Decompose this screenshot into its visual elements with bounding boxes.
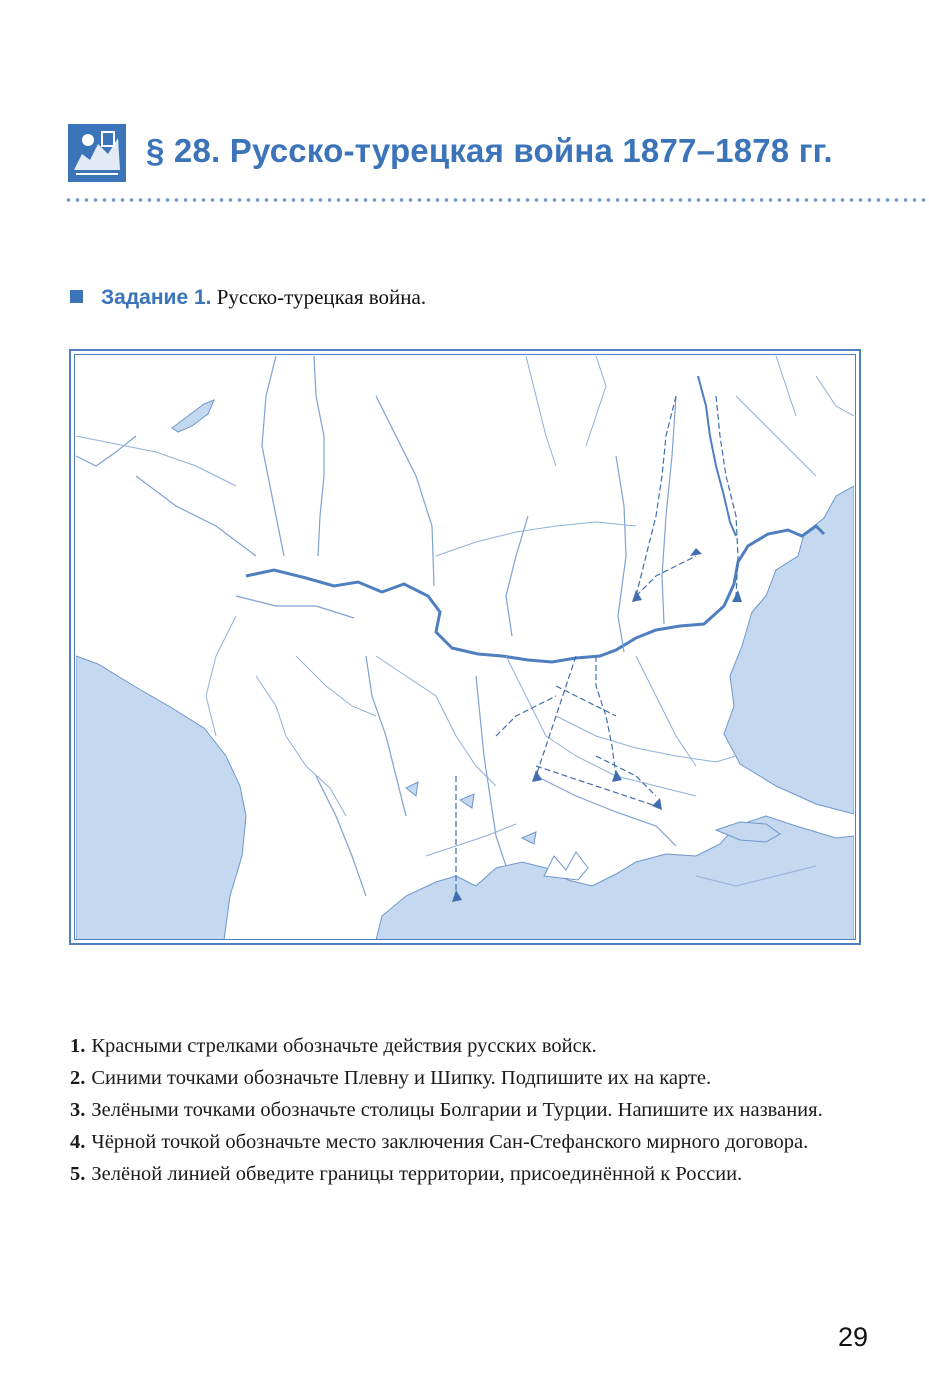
task-text: Русско-турецкая война. [211, 285, 427, 309]
adriatic-sea [76, 656, 246, 940]
instruction-number: 4. [70, 1131, 86, 1153]
dotted-divider [64, 197, 926, 203]
danube-river [246, 526, 824, 662]
instruction-number: 1. [70, 1035, 86, 1057]
instruction-item [70, 1126, 867, 1158]
instruction-text: Зелёной линией обведите границы территории, присоединённой к России. [91, 1163, 743, 1185]
section-header [68, 124, 929, 184]
aegean-sea [376, 816, 854, 940]
instruction-text: Красными стрелками обозначьте действия русских войск. [91, 1035, 597, 1057]
instruction-number: 3. [70, 1099, 86, 1121]
task-label: Задание 1. [101, 286, 212, 309]
instructions-list [70, 1030, 867, 1190]
instruction-number: 2. [70, 1067, 86, 1089]
history-book-icon [68, 124, 126, 182]
instruction-text: Синими точками обозначьте Плевну и Шипку. Подпишите их на карте. [91, 1067, 712, 1089]
instruction-text: Чёрной точкой обозначьте место заключения Сан-Стефанского мирного договора. [91, 1131, 809, 1153]
instruction-text: Зелёными точками обозначьте столицы Болгарии и Турции. Напишите их названия. [91, 1099, 823, 1121]
lake-balaton [172, 400, 214, 432]
page-number: 29 [838, 1322, 869, 1352]
marmara-sea [716, 822, 780, 842]
instruction-number: 5. [70, 1163, 86, 1185]
instruction-item [70, 1094, 867, 1126]
square-bullet-icon [70, 290, 83, 303]
instruction-item [70, 1062, 867, 1094]
map-drawing [76, 356, 854, 940]
instruction-item [70, 1158, 867, 1190]
task-heading [70, 285, 426, 310]
page-title: § 28. Русско-турецкая война 1877–1878 гг. [146, 132, 833, 169]
contour-map [69, 349, 861, 945]
instruction-item [70, 1030, 867, 1062]
black-sea [724, 486, 854, 814]
